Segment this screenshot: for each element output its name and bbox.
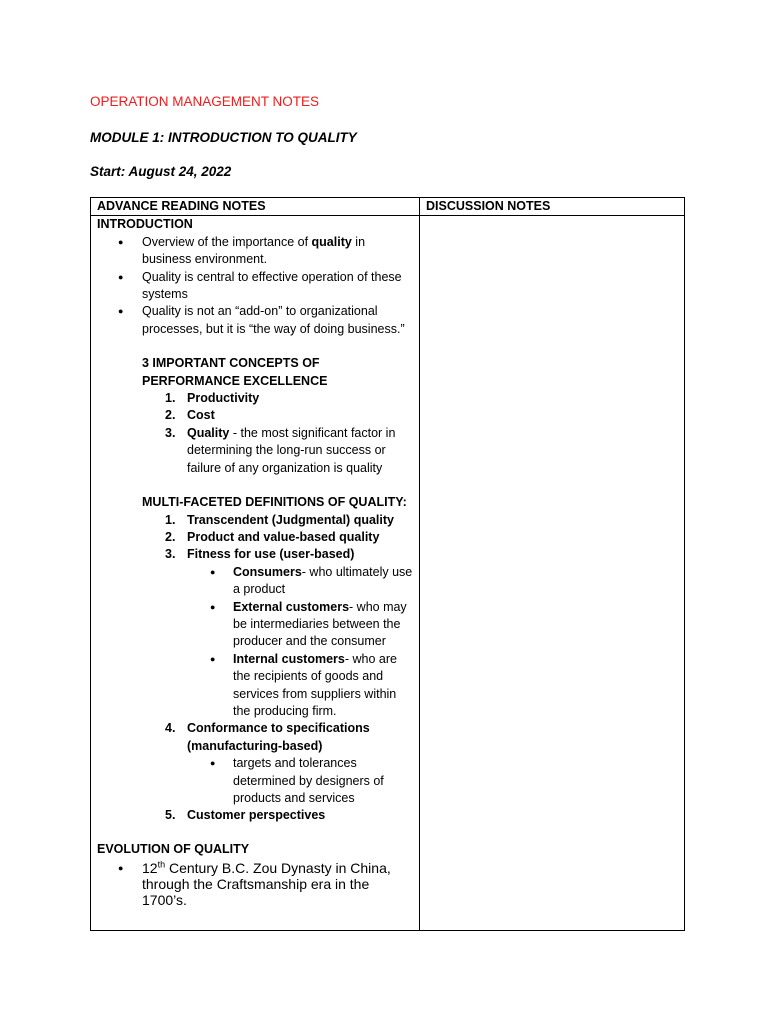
list-item bbox=[97, 390, 413, 407]
table-header-row bbox=[91, 198, 685, 216]
list-item bbox=[97, 720, 413, 755]
intro-heading: INTRODUCTION bbox=[97, 217, 193, 232]
list-item bbox=[97, 425, 413, 477]
page-title: OPERATION MANAGEMENT NOTES bbox=[90, 94, 320, 109]
list-number: 2. bbox=[165, 529, 176, 544]
definitions-heading: MULTI-FACETED DEFINITIONS OF QUALITY: bbox=[142, 495, 407, 510]
evolution-century: 12 bbox=[142, 860, 158, 877]
list-item bbox=[97, 546, 413, 563]
list-item bbox=[97, 651, 413, 721]
definition-product-value: Product and value-based quality bbox=[187, 529, 380, 544]
concept-cost: Cost bbox=[187, 408, 215, 423]
list-number: 3. bbox=[165, 547, 176, 562]
intro-list bbox=[97, 234, 413, 338]
notes-table bbox=[90, 197, 685, 931]
table-row bbox=[91, 216, 685, 931]
sub-consumers: Consumers bbox=[233, 564, 302, 579]
definition-conformance: Conformance to specifications (manufacturing-based) bbox=[187, 721, 370, 753]
discussion-notes-cell bbox=[420, 216, 685, 931]
list-item bbox=[97, 564, 413, 599]
sub-external-customers: External customers bbox=[233, 599, 350, 614]
concepts-heading: 3 IMPORTANT CONCEPTS OF PERFORMANCE EXCELLENCE bbox=[142, 356, 328, 388]
list-item bbox=[97, 407, 413, 424]
evolution-list bbox=[97, 860, 413, 908]
definition-transcendent: Transcendent (Judgmental) quality bbox=[187, 512, 394, 527]
module-heading: MODULE 1: INTRODUCTION TO QUALITY bbox=[90, 130, 357, 145]
definitions-list-end bbox=[97, 807, 413, 824]
evolution-superscript: th bbox=[157, 859, 166, 870]
definitions-list-cont bbox=[97, 720, 413, 755]
conformance-sub-list bbox=[97, 755, 413, 807]
list-number: 5. bbox=[165, 808, 176, 823]
list-number: 1. bbox=[165, 391, 176, 406]
sub-external-customers-description: - who may be intermediaries between the producer and the consumer bbox=[233, 599, 407, 649]
list-number: 4. bbox=[165, 721, 176, 736]
list-number: 3. bbox=[165, 425, 176, 440]
concept-quality: Quality bbox=[187, 425, 230, 440]
intro-b1-post: in business environment. bbox=[142, 234, 366, 267]
list-item bbox=[97, 234, 413, 269]
sub-internal-customers: Internal customers bbox=[233, 651, 345, 666]
fitness-sub-list bbox=[97, 564, 413, 721]
column-header-advance-reading: ADVANCE READING NOTES bbox=[91, 198, 420, 216]
list-item bbox=[97, 529, 413, 546]
sub-internal-customers-description: - who are the recipients of goods and services from suppliers within the producing firm. bbox=[233, 651, 397, 718]
evolution-heading: EVOLUTION OF QUALITY bbox=[97, 841, 250, 856]
definition-customer-perspectives: Customer perspectives bbox=[187, 808, 326, 823]
start-date: Start: August 24, 2022 bbox=[90, 164, 232, 179]
list-number: 1. bbox=[165, 512, 176, 527]
evolution-description: Century B.C. Zou Dynasty in China, through the Craftsmanship era in the 1700’s. bbox=[142, 860, 391, 909]
intro-b1-pre: Overview of the importance of bbox=[142, 234, 312, 249]
list-item: ● Quality is not an “add-on” to organizational processes, but it is “the way of doing business.” bbox=[97, 303, 413, 338]
column-header-discussion: DISCUSSION NOTES bbox=[420, 198, 685, 216]
list-item bbox=[97, 599, 413, 651]
definition-fitness-for-use: Fitness for use (user-based) bbox=[187, 547, 355, 562]
concept-quality-description: - the most significant factor in determining the long-run success or failure of any organization is quality bbox=[187, 425, 396, 475]
list-item bbox=[97, 860, 413, 908]
list-item: ● targets and tolerances determined by designers of products and services bbox=[97, 755, 413, 807]
intro-b1-bold: quality bbox=[311, 234, 352, 249]
definitions-list bbox=[97, 512, 413, 564]
list-item bbox=[97, 807, 413, 824]
concepts-list bbox=[97, 390, 413, 477]
sub-consumers-description: - who ultimately use a product bbox=[233, 564, 413, 597]
list-number: 2. bbox=[165, 408, 176, 423]
advance-reading-cell bbox=[91, 216, 420, 931]
list-item: ● Quality is central to effective operation of these systems bbox=[97, 269, 413, 304]
concept-productivity: Productivity bbox=[187, 391, 260, 406]
list-item bbox=[97, 512, 413, 529]
